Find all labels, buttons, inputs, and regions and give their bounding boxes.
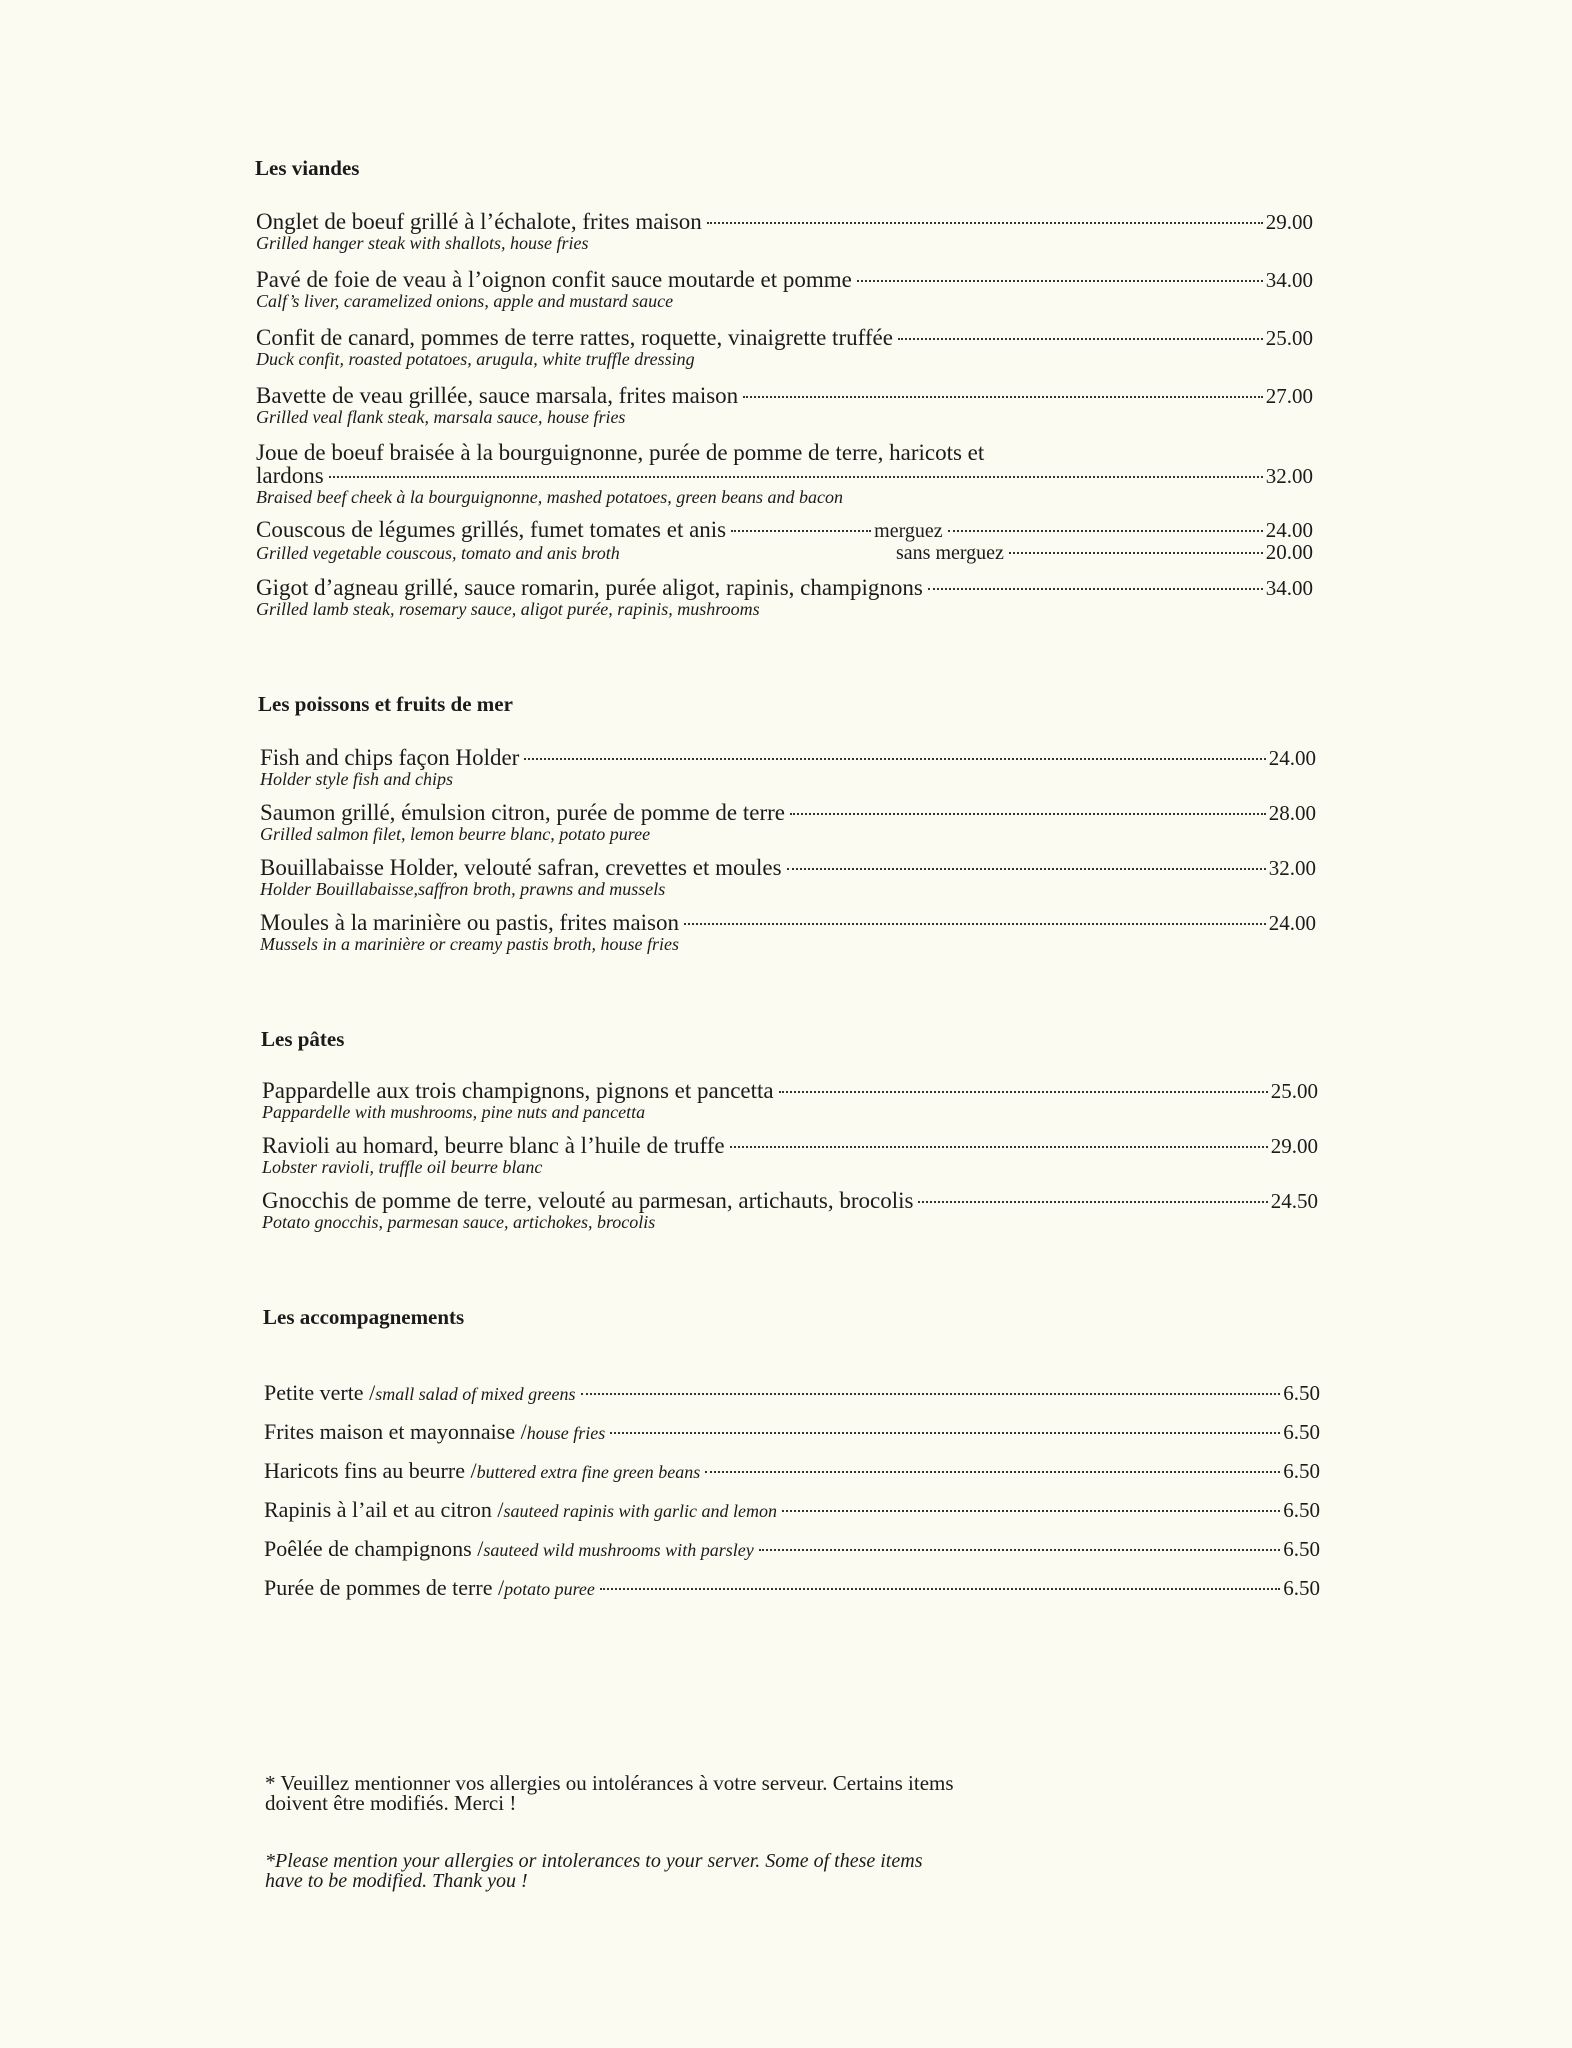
- menu-item-bouillabaisse: [260, 856, 1316, 898]
- side-name-en: house fries: [526, 1423, 606, 1443]
- dot-leader: [743, 396, 1263, 398]
- dot-leader: [759, 1549, 1281, 1551]
- side-name-en: potato puree: [504, 1579, 595, 1599]
- side-price: 6.50: [1283, 1576, 1320, 1600]
- item-name-en: Braised beef cheek à la bourguignonne, mashed potatoes, green beans and bacon: [256, 487, 844, 507]
- item-name-fr: Ravioli au homard, beurre blanc à l’huile de truffe: [262, 1133, 725, 1158]
- allergy-note-en-line1: *Please mention your allergies or intolerances to your server. Some of these items: [265, 1850, 923, 1872]
- item-price-merguez: 24.00: [1265, 518, 1313, 542]
- item-name-en: Duck confit, roasted potatoes, arugula, white truffle dressing: [256, 349, 695, 369]
- item-name-fr: Couscous de légumes grillés, fumet tomates et anis: [256, 517, 727, 542]
- item-name-fr-line1: Joue de boeuf braisée à la bourguignonne, purée de pomme de terre, haricots et: [256, 440, 985, 465]
- item-price: 32.00: [1268, 856, 1316, 880]
- dot-leader: [524, 758, 1265, 760]
- item-name-en: Calf’s liver, caramelized onions, apple and mustard sauce: [256, 291, 674, 311]
- dot-leader: [684, 923, 1266, 925]
- item-name-fr: Onglet de boeuf grillé à l’échalote, frites maison: [256, 209, 702, 234]
- dot-leader: [787, 868, 1266, 870]
- item-name-fr: Bavette de veau grillée, sauce marsala, frites maison: [256, 383, 739, 408]
- side-item: [264, 1534, 1320, 1565]
- item-name-en: Grilled lamb steak, rosemary sauce, aligot purée, rapinis, mushrooms: [256, 599, 760, 619]
- dot-leader: [928, 588, 1263, 590]
- menu-item-bavette: [256, 384, 1313, 426]
- item-price: 34.00: [1265, 576, 1313, 600]
- side-price: 6.50: [1283, 1537, 1320, 1561]
- item-price: 24.50: [1270, 1189, 1318, 1213]
- item-name-en: Mussels in a marinière or creamy pastis broth, house fries: [260, 934, 679, 954]
- item-name-fr: Pavé de foie de veau à l’oignon confit sauce moutarde et pomme: [256, 267, 852, 292]
- item-name-fr: Confit de canard, pommes de terre rattes, roquette, vinaigrette truffée: [256, 325, 893, 350]
- dot-leader: [730, 1146, 1268, 1148]
- menu-item-gnocchis: [262, 1189, 1318, 1231]
- dot-leader: [1009, 552, 1263, 554]
- item-name-fr: Gnocchis de pomme de terre, velouté au parmesan, artichauts, brocolis: [262, 1188, 914, 1213]
- allergy-note-fr-line1: * Veuillez mentionner vos allergies ou intolérances à votre serveur. Certains items: [265, 1771, 954, 1795]
- menu-item-ravioli: [262, 1134, 1318, 1176]
- menu-item-couscous: [256, 518, 1313, 562]
- dot-leader: [329, 476, 1263, 478]
- side-name-fr: Frites maison et mayonnaise /: [264, 1419, 527, 1444]
- side-name-en: sauteed wild mushrooms with parsley: [483, 1540, 754, 1560]
- item-name-en: Holder Bouillabaisse,saffron broth, prawns and mussels: [260, 879, 666, 899]
- side-name-en: buttered extra fine green beans: [476, 1462, 701, 1482]
- section-title-viandes: Les viandes: [255, 156, 360, 180]
- side-name-fr: Purée de pommes de terre /: [264, 1575, 505, 1600]
- dot-leader: [857, 280, 1263, 282]
- item-name-fr-line2: lardons: [256, 463, 324, 488]
- menu-item-confit-de-canard: [256, 326, 1313, 368]
- side-price: 6.50: [1283, 1459, 1320, 1483]
- item-name-en: Pappardelle with mushrooms, pine nuts and pancetta: [262, 1102, 646, 1122]
- side-name-en: small salad of mixed greens: [375, 1384, 576, 1404]
- item-name-en: Potato gnocchis, parmesan sauce, artichokes, brocolis: [262, 1212, 656, 1232]
- item-name-en: Lobster ravioli, truffle oil beurre blanc: [262, 1157, 543, 1177]
- section-title-poissons: Les poissons et fruits de mer: [258, 692, 513, 716]
- section-title-pates: Les pâtes: [261, 1027, 345, 1051]
- menu-item-fish-and-chips: [260, 746, 1316, 788]
- dot-leader: [731, 530, 871, 532]
- item-name-fr: Fish and chips façon Holder: [260, 745, 520, 770]
- dot-leader: [779, 1091, 1268, 1093]
- dot-leader: [705, 1471, 1280, 1473]
- item-price: 25.00: [1265, 326, 1313, 350]
- menu-item-onglet: [256, 210, 1313, 252]
- side-item: [264, 1573, 1320, 1604]
- side-name-fr: Haricots fins au beurre /: [264, 1458, 477, 1483]
- menu-item-foie-de-veau: [256, 268, 1313, 310]
- item-name-en: Holder style fish and chips: [260, 769, 453, 789]
- side-item: [264, 1417, 1320, 1448]
- item-name-fr: Moules à la marinière ou pastis, frites maison: [260, 910, 680, 935]
- item-price: 24.00: [1268, 911, 1316, 935]
- item-price: 28.00: [1268, 801, 1316, 825]
- dot-leader: [581, 1393, 1281, 1395]
- item-name-en: Grilled veal flank steak, marsala sauce, house fries: [256, 407, 626, 427]
- item-name-fr: Bouillabaisse Holder, velouté safran, crevettes et moules: [260, 855, 782, 880]
- menu-item-joue-de-boeuf: [256, 442, 1313, 506]
- item-price: 34.00: [1265, 268, 1313, 292]
- side-item: [264, 1495, 1320, 1526]
- menu-item-pappardelle: [262, 1079, 1318, 1121]
- dot-leader: [600, 1588, 1280, 1590]
- menu-item-gigot: [256, 576, 1313, 618]
- option-label-merguez: merguez: [874, 520, 943, 542]
- item-price: 25.00: [1270, 1079, 1318, 1103]
- allergy-note-fr-line2: doivent être modifiés. Merci !: [265, 1791, 517, 1815]
- side-price: 6.50: [1283, 1498, 1320, 1522]
- item-price: 29.00: [1270, 1134, 1318, 1158]
- allergy-note-en-line2: have to be modified. Thank you !: [265, 1870, 528, 1892]
- dot-leader: [898, 338, 1263, 340]
- side-name-fr: Rapinis à l’ail et au citron /: [264, 1497, 504, 1522]
- option-label-sans-merguez: sans merguez: [896, 542, 1004, 564]
- menu-item-moules: [260, 911, 1316, 953]
- side-name-fr: Poêlée de champignons /: [264, 1536, 484, 1561]
- dot-leader: [610, 1432, 1280, 1434]
- sides-list: [264, 1378, 1320, 1604]
- item-price: 29.00: [1265, 210, 1313, 234]
- item-name-fr: Gigot d’agneau grillé, sauce romarin, purée aligot, rapinis, champignons: [256, 575, 923, 600]
- allergy-note-fr: [265, 1773, 954, 1813]
- dot-leader: [707, 222, 1263, 224]
- item-name-en: Grilled salmon filet, lemon beurre blanc, potato puree: [260, 824, 651, 844]
- item-name-en: Grilled hanger steak with shallots, house fries: [256, 233, 589, 253]
- side-item: [264, 1378, 1320, 1409]
- allergy-note-en: [265, 1851, 922, 1891]
- dot-leader: [782, 1510, 1280, 1512]
- item-price: 24.00: [1268, 746, 1316, 770]
- item-name-en: Grilled vegetable couscous, tomato and anis broth: [256, 543, 620, 563]
- side-item: [264, 1456, 1320, 1487]
- item-price-sans-merguez: 20.00: [1265, 540, 1313, 564]
- dot-leader: [790, 813, 1266, 815]
- side-name-fr: Petite verte /: [264, 1380, 376, 1405]
- dot-leader: [918, 1201, 1267, 1203]
- item-price: 27.00: [1265, 384, 1313, 408]
- item-price: 32.00: [1265, 464, 1313, 488]
- section-title-accompagnements: Les accompagnements: [263, 1305, 465, 1329]
- item-name-fr: Saumon grillé, émulsion citron, purée de pomme de terre: [260, 800, 786, 825]
- menu-item-saumon: [260, 801, 1316, 843]
- side-price: 6.50: [1283, 1420, 1320, 1444]
- side-price: 6.50: [1283, 1381, 1320, 1405]
- item-name-fr: Pappardelle aux trois champignons, pignons et pancetta: [262, 1078, 774, 1103]
- side-name-en: sauteed rapinis with garlic and lemon: [503, 1501, 777, 1521]
- dot-leader: [948, 530, 1263, 532]
